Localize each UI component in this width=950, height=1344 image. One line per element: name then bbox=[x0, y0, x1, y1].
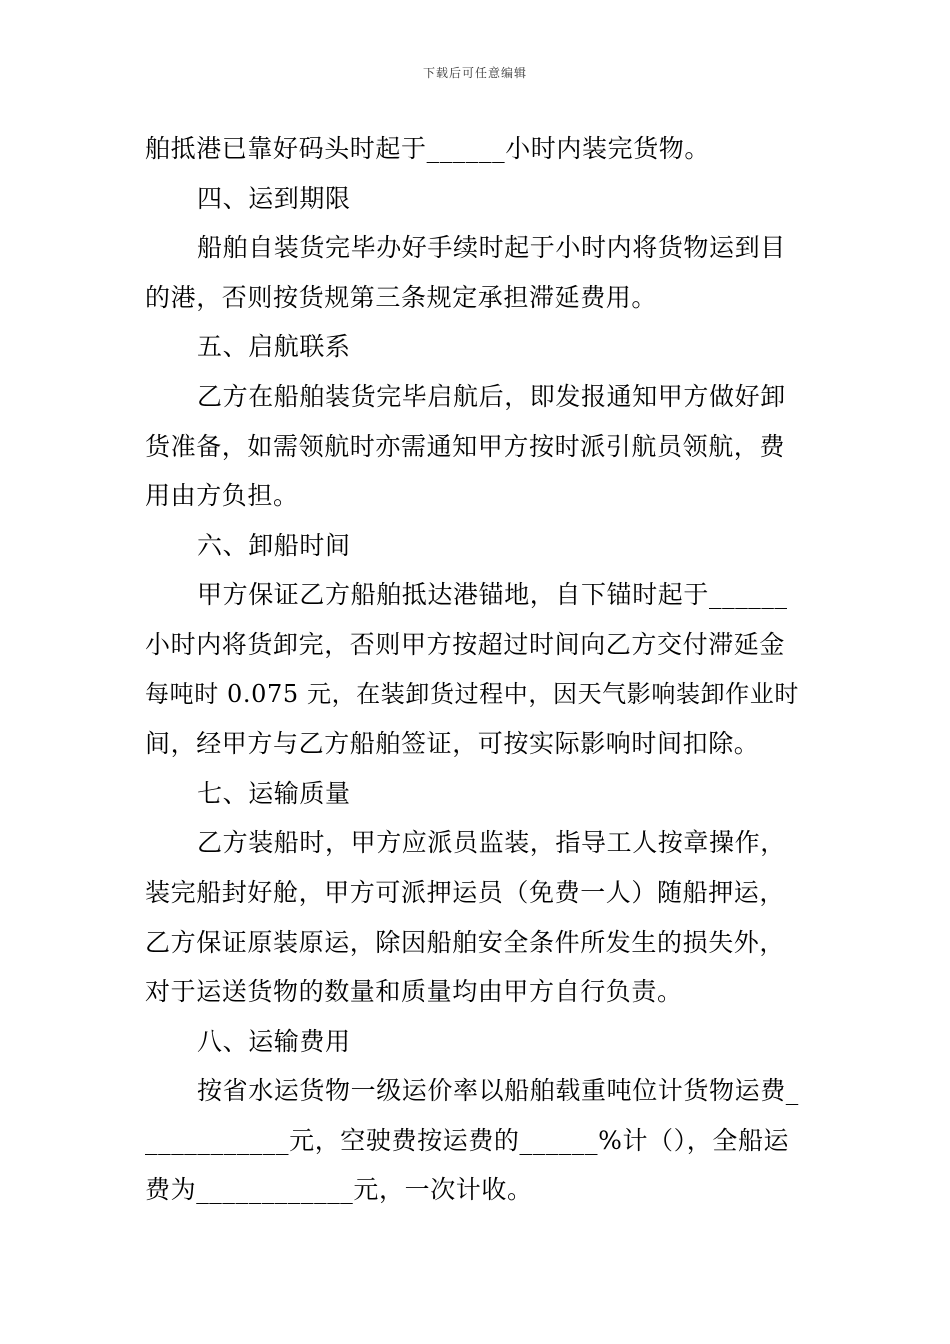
page-header: 下载后可任意编辑 bbox=[422, 66, 527, 80]
text-line: 费为____________元，一次计收。 bbox=[145, 1175, 533, 1205]
text-line: 船舶自装货完毕办好手续时起于小时内将货物运到目 bbox=[197, 233, 786, 263]
text-line: 按省水运货物一级运价率以船舶载重吨位计货物运费_ bbox=[197, 1076, 799, 1106]
text-line: 乙方装船时，甲方应派员监装，指导工人按章操作， bbox=[197, 828, 786, 858]
text-line: 乙方在船舶装货完毕启航后，即发报通知甲方做好卸 bbox=[197, 381, 786, 411]
text-line: 八、运输费用 bbox=[197, 1026, 351, 1056]
text-line: 货准备，如需领航时亦需通知甲方按时派引航员领航，费 bbox=[145, 431, 786, 461]
text-line: ___________元，空驶费按运费的______%计（），全船运 bbox=[145, 1125, 790, 1155]
text-line: 四、运到期限 bbox=[197, 183, 351, 213]
text-line: 六、卸船时间 bbox=[197, 530, 351, 560]
text-line: 甲方保证乙方船舶抵达港锚地，自下锚时起于______ bbox=[197, 580, 788, 610]
text-line: 用由方负担。 bbox=[145, 481, 299, 511]
text-line: 乙方保证原装原运，除因船舶安全条件所发生的损失外， bbox=[145, 927, 786, 957]
text-line: 五、启航联系 bbox=[197, 332, 351, 362]
text-line: 舶抵港已靠好码头时起于______小时内装完货物。 bbox=[145, 134, 711, 163]
text-line: 间，经甲方与乙方船舶签证，可按实际影响时间扣除。 bbox=[145, 729, 760, 759]
document-body bbox=[145, 124, 810, 1215]
text-line: 对于运送货物的数量和质量均由甲方自行负责。 bbox=[145, 977, 683, 1007]
text-line: 每吨时 0.075 元，在装卸货过程中，因天气影响装卸作业时 bbox=[145, 679, 799, 708]
text-line: 小时内将货卸完，否则甲方按超过时间向乙方交付滞延金 bbox=[145, 629, 786, 659]
text-line: 七、运输质量 bbox=[197, 778, 351, 808]
text-line: 的港，否则按货规第三条规定承担滞延费用。 bbox=[145, 282, 658, 312]
text-line: 装完船封好舱，甲方可派押运员（免费一人）随船押运， bbox=[145, 877, 786, 907]
